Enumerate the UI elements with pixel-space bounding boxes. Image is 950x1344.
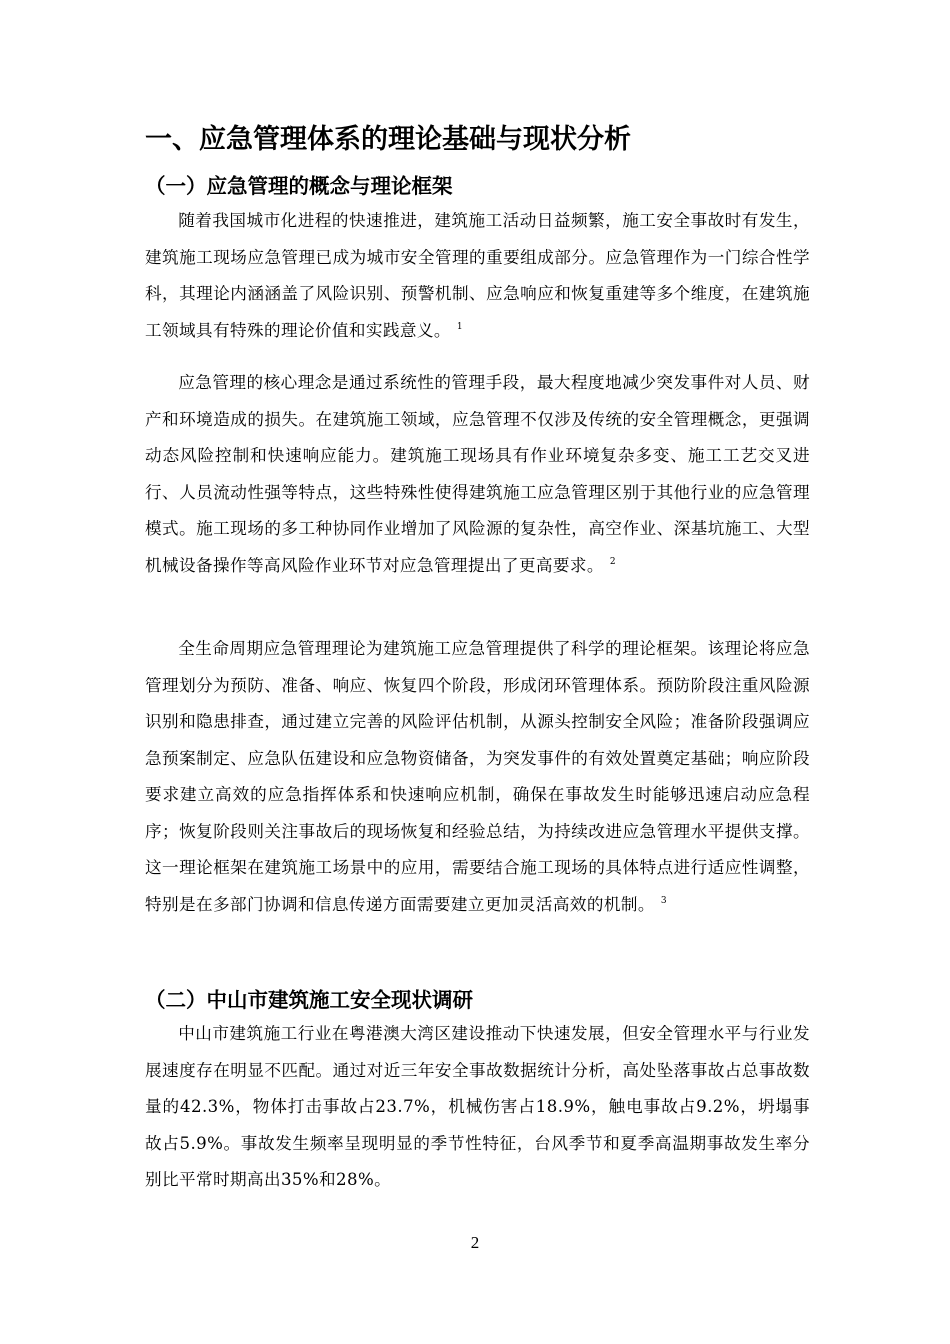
footnote-marker[interactable]: 1 xyxy=(456,321,463,332)
paragraph-core-concept xyxy=(145,365,810,584)
page-number: 2 xyxy=(470,1233,480,1252)
section-heading-survey: （二）中山市建筑施工安全现状调研 xyxy=(145,988,473,1012)
footnote-marker[interactable]: 3 xyxy=(660,895,667,906)
paragraph-text: 随着我国城市化进程的快速推进，建筑施工活动日益频繁，施工安全事故时有发生，建筑施工现场应急管理已成为城市安全管理的重要组成部分。应急管理作为一门综合性学科，其理论内涵涵盖了风险识别、预警机制、应急响应和恢复重建等多个维度，在建筑施工领域具有特殊的理论价值和实践意义。 xyxy=(145,211,810,340)
footnote-marker[interactable]: 2 xyxy=(609,556,616,567)
chapter-heading: 一、应急管理体系的理论基础与现状分析 xyxy=(145,124,631,155)
paragraph-urbanization xyxy=(145,203,810,349)
paragraph-text: 中山市建筑施工行业在粤港澳大湾区建设推动下快速发展，但安全管理水平与行业发展速度存在明显不匹配。通过对近三年安全事故数据统计分析，高处坠落事故占总事故数量的42.3%，物体打击事故占23.7%，机械伤害占18.9%，触电事故占9.2%，坍塌事故占5.9%。事故发生频率呈现明显的季节性特征，台风季节和夏季高温期事故发生率分别比平常时期高出35%和28%。 xyxy=(145,1024,810,1189)
paragraph-lifecycle-theory xyxy=(145,631,810,923)
paragraph-text: 全生命周期应急管理理论为建筑施工应急管理提供了科学的理论框架。该理论将应急管理划分为预防、准备、响应、恢复四个阶段，形成闭环管理体系。预防阶段注重风险源识别和隐患排查，通过建立完善的风险评估机制，从源头控制安全风险；准备阶段强调应急预案制定、应急队伍建设和应急物资储备，为突发事件的有效处置奠定基础；响应阶段要求建立高效的应急指挥体系和快速响应机制，确保在事故发生时能够迅速启动应急程序；恢复阶段则关注事故后的现场恢复和经验总结，为持续改进应急管理水平提供支撑。这一理论框架在建筑施工场景中的应用，需要结合施工现场的具体特点进行适应性调整，特别是在多部门协调和信息传递方面需要建立更加灵活高效的机制。 xyxy=(145,639,810,914)
section-heading-concept: （一）应急管理的概念与理论框架 xyxy=(145,174,453,198)
paragraph-text: 应急管理的核心理念是通过系统性的管理手段，最大程度地减少突发事件对人员、财产和环境造成的损失。在建筑施工领域，应急管理不仅涉及传统的安全管理概念，更强调动态风险控制和快速响应能力。建筑施工现场具有作业环境复杂多变、施工工艺交叉进行、人员流动性强等特点，这些特殊性使得建筑施工应急管理区别于其他行业的应急管理模式。施工现场的多工种协同作业增加了风险源的复杂性，高空作业、深基坑施工、大型机械设备操作等高风险作业环节对应急管理提出了更高要求。 xyxy=(145,373,810,575)
paragraph-zhongshan-status xyxy=(145,1016,810,1199)
